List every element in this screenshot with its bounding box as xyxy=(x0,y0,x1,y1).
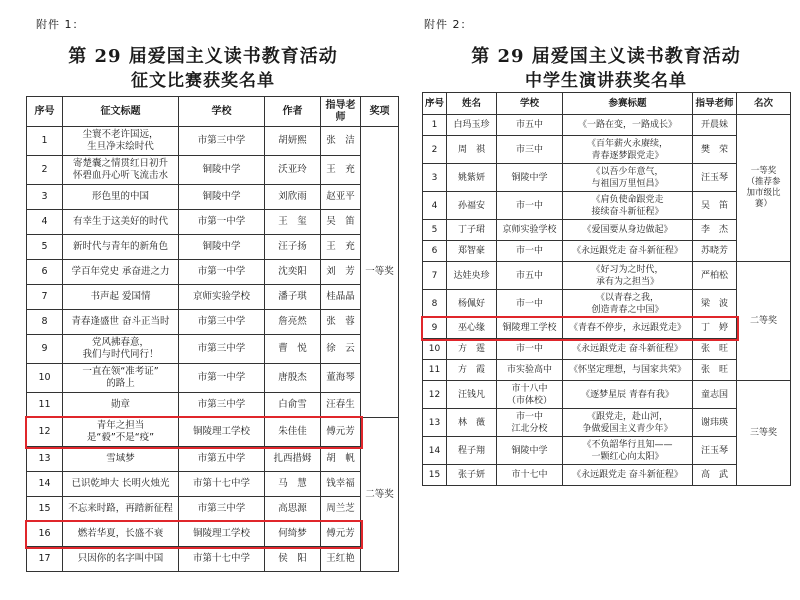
row-number: 9 xyxy=(27,335,63,364)
essay-title: 青年之担当 是“毅”不是“疫” xyxy=(63,418,179,447)
row-number: 4 xyxy=(423,192,447,220)
school-name: 铜陵中学 xyxy=(179,235,265,260)
teacher-name: 汪玉琴 xyxy=(693,164,737,192)
row-number: 7 xyxy=(27,285,63,310)
row-number: 16 xyxy=(27,522,63,547)
col-header-no: 序号 xyxy=(27,97,63,127)
speech-title: 《跟党走，赴山河， 争做爱国主义青少年》 xyxy=(563,409,693,437)
speech-title: 《永远跟党走 奋斗新征程》 xyxy=(563,241,693,262)
school-name: 铜陵理工学校 xyxy=(179,418,265,447)
table-row xyxy=(27,547,399,572)
student-name: 杨佩好 xyxy=(447,290,497,318)
teacher-name: 张 旺 xyxy=(693,360,737,381)
author-name: 王 玺 xyxy=(265,210,321,235)
table-row xyxy=(27,393,399,418)
teacher-name: 谢玮瑛 xyxy=(693,409,737,437)
row-number: 11 xyxy=(27,393,63,418)
essay-title: 雪域梦 xyxy=(63,447,179,472)
row-number: 6 xyxy=(27,260,63,285)
row-number: 11 xyxy=(423,360,447,381)
teacher-name: 刘 芳 xyxy=(321,260,361,285)
teacher-name: 汪春生 xyxy=(321,393,361,418)
row-number: 5 xyxy=(27,235,63,260)
author-name: 高思源 xyxy=(265,497,321,522)
row-number: 13 xyxy=(27,447,63,472)
row-number: 5 xyxy=(423,220,447,241)
school-name: 铜陵理工学校 xyxy=(497,318,563,339)
teacher-name: 吴 笛 xyxy=(693,192,737,220)
teacher-name: 张 旺 xyxy=(693,339,737,360)
school-name: 市第十七中学 xyxy=(179,547,265,572)
row-number: 14 xyxy=(27,472,63,497)
table-row xyxy=(27,235,399,260)
teacher-name: 李 杰 xyxy=(693,220,737,241)
school-name: 铜陵中学 xyxy=(179,156,265,185)
teacher-name: 高 武 xyxy=(693,465,737,486)
school-name: 市五中 xyxy=(497,115,563,136)
school-name: 市第一中学 xyxy=(179,364,265,393)
teacher-name: 赵亚平 xyxy=(321,185,361,210)
table-row xyxy=(423,290,791,318)
school-name: 市实验高中 xyxy=(497,360,563,381)
speech-title: 《百年薪火永赓续， 青春逐梦跟党走》 xyxy=(563,136,693,164)
author-name: 詹亮然 xyxy=(265,310,321,335)
speech-awards-table xyxy=(422,92,791,486)
speech-title: 《青春不停步，永远跟党走》 xyxy=(563,318,693,339)
essay-title: 学百年党史 承奋进之力 xyxy=(63,260,179,285)
table-row xyxy=(27,285,399,310)
essay-title: 寄楚囊之情贯红日初升 怀碧血丹心听飞流击水 xyxy=(63,156,179,185)
speech-title: 《爱国要从身边做起》 xyxy=(563,220,693,241)
col-header-school: 学校 xyxy=(179,97,265,127)
speech-title: 《永远跟党走 奋斗新征程》 xyxy=(563,465,693,486)
essay-title: 尘寰不老许国远， 生旦净末绘时代 xyxy=(63,127,179,156)
author-name: 刘欣雨 xyxy=(265,185,321,210)
author-name: 马 慧 xyxy=(265,472,321,497)
row-number: 10 xyxy=(27,364,63,393)
row-number: 12 xyxy=(423,381,447,409)
teacher-name: 张 蓉 xyxy=(321,310,361,335)
row-number: 2 xyxy=(423,136,447,164)
school-name: 市五中 xyxy=(497,262,563,290)
award-second-prize: 二等奖 xyxy=(361,418,399,572)
attachment-1-label: 附件 1： xyxy=(36,18,85,31)
school-name: 市一中 xyxy=(497,241,563,262)
table-row xyxy=(27,447,399,472)
student-name: 郑智豪 xyxy=(447,241,497,262)
table-row xyxy=(27,185,399,210)
school-name: 京师实验学校 xyxy=(497,220,563,241)
table-row xyxy=(423,192,791,220)
student-name: 姚紫妍 xyxy=(447,164,497,192)
author-name: 汪子扬 xyxy=(265,235,321,260)
teacher-name: 胡 帆 xyxy=(321,447,361,472)
teacher-name: 桂晶晶 xyxy=(321,285,361,310)
student-name: 张子妍 xyxy=(447,465,497,486)
teacher-name: 樊 荣 xyxy=(693,136,737,164)
row-number: 12 xyxy=(27,418,63,447)
speech-title: 《好习为之时代， 承有为之担当》 xyxy=(563,262,693,290)
essay-title: 党风拂春意， 我们与时代同行！ xyxy=(63,335,179,364)
teacher-name: 张 洁 xyxy=(321,127,361,156)
teacher-name: 周兰芝 xyxy=(321,497,361,522)
speech-title: 《肩负使命跟党走 接续奋斗新征程》 xyxy=(563,192,693,220)
author-name: 沃亚玲 xyxy=(265,156,321,185)
school-name: 市第一中学 xyxy=(179,260,265,285)
row-number: 2 xyxy=(27,156,63,185)
col-header-school: 学校 xyxy=(497,93,563,115)
teacher-name: 傅元芳 xyxy=(321,522,361,547)
row-number: 8 xyxy=(423,290,447,318)
table-row xyxy=(423,241,791,262)
table-row xyxy=(423,339,791,360)
award-first-prize: 一等奖 （推荐参 加市级比 赛） xyxy=(737,115,791,262)
author-name: 潘子琪 xyxy=(265,285,321,310)
table-row xyxy=(423,136,791,164)
school-name: 铜陵中学 xyxy=(497,164,563,192)
student-name: 方 霞 xyxy=(447,360,497,381)
speech-title: 《怀坚定理想，与国家共荣》 xyxy=(563,360,693,381)
author-name: 侯 阳 xyxy=(265,547,321,572)
speech-title: 《不负韶华行且知—— 一颗红心向太阳》 xyxy=(563,437,693,465)
table-row xyxy=(423,164,791,192)
row-number: 14 xyxy=(423,437,447,465)
student-name: 林 薇 xyxy=(447,409,497,437)
essay-title: 只因你的名字叫中国 xyxy=(63,547,179,572)
award-third-prize: 三等奖 xyxy=(737,381,791,486)
student-name: 程子翔 xyxy=(447,437,497,465)
teacher-name: 苏晓芳 xyxy=(693,241,737,262)
student-name: 周 祺 xyxy=(447,136,497,164)
attachment-2-page xyxy=(418,6,794,480)
teacher-name: 梁 波 xyxy=(693,290,737,318)
award-first-prize: 一等奖 xyxy=(361,127,399,418)
essay-title: 勋章 xyxy=(63,393,179,418)
table-row xyxy=(423,437,791,465)
essay-title: 形色里的中国 xyxy=(63,185,179,210)
row-number: 1 xyxy=(423,115,447,136)
speech-title-line1: 第 29 届爱国主义读书教育活动 xyxy=(471,46,741,67)
essay-title-line1: 第 29 届爱国主义读书教育活动 xyxy=(68,46,338,67)
table-row xyxy=(27,310,399,335)
table-row xyxy=(27,335,399,364)
speech-title: 《永远跟党走 奋斗新征程》 xyxy=(563,339,693,360)
speech-title: 《以吾少年意气， 与祖国万里恒昌》 xyxy=(563,164,693,192)
table-row xyxy=(27,127,399,156)
teacher-name: 吴 笛 xyxy=(321,210,361,235)
school-name: 市十八中 （市体校） xyxy=(497,381,563,409)
teacher-name: 汪玉琴 xyxy=(693,437,737,465)
teacher-name: 徐 云 xyxy=(321,335,361,364)
teacher-name: 严柏松 xyxy=(693,262,737,290)
school-name: 市第一中学 xyxy=(179,210,265,235)
row-number: 3 xyxy=(423,164,447,192)
author-name: 何绮梦 xyxy=(265,522,321,547)
col-header-rank: 名次 xyxy=(737,93,791,115)
table-row xyxy=(423,409,791,437)
col-header-teacher: 指导老师 xyxy=(693,93,737,115)
table-row xyxy=(27,260,399,285)
student-name: 巫心缘 xyxy=(447,318,497,339)
row-number: 3 xyxy=(27,185,63,210)
row-number: 4 xyxy=(27,210,63,235)
author-name: 曹 悦 xyxy=(265,335,321,364)
row-number: 17 xyxy=(27,547,63,572)
teacher-name: 钱幸福 xyxy=(321,472,361,497)
row-number: 10 xyxy=(423,339,447,360)
school-name: 铜陵理工学校 xyxy=(179,522,265,547)
speech-title: 《逐梦星辰 青春有我》 xyxy=(563,381,693,409)
row-number: 6 xyxy=(423,241,447,262)
row-number: 9 xyxy=(423,318,447,339)
school-name: 市第三中学 xyxy=(179,497,265,522)
school-name: 市一中 江北分校 xyxy=(497,409,563,437)
table-row xyxy=(27,418,399,447)
school-name: 铜陵中学 xyxy=(497,437,563,465)
table-row xyxy=(423,381,791,409)
col-header-title: 参赛标题 xyxy=(563,93,693,115)
row-number: 13 xyxy=(423,409,447,437)
table-row xyxy=(423,220,791,241)
table-row xyxy=(27,364,399,393)
essay-title: 不忘来时路，再踏新征程 xyxy=(63,497,179,522)
author-name: 扎西措姆 xyxy=(265,447,321,472)
school-name: 市一中 xyxy=(497,192,563,220)
author-name: 胡妍熙 xyxy=(265,127,321,156)
row-number: 1 xyxy=(27,127,63,156)
table-row xyxy=(423,360,791,381)
col-header-title: 征文标题 xyxy=(63,97,179,127)
school-name: 市第十七中学 xyxy=(179,472,265,497)
col-header-award: 奖项 xyxy=(361,97,399,127)
school-name: 市十七中 xyxy=(497,465,563,486)
school-name: 市一中 xyxy=(497,290,563,318)
essay-title: 燃若华夏，长盛不衰 xyxy=(63,522,179,547)
school-name: 京师实验学校 xyxy=(179,285,265,310)
teacher-name: 王 充 xyxy=(321,156,361,185)
table-row xyxy=(423,318,791,339)
teacher-name: 董海琴 xyxy=(321,364,361,393)
col-header-name: 姓名 xyxy=(447,93,497,115)
teacher-name: 丁 婷 xyxy=(693,318,737,339)
attachment-1-page xyxy=(8,6,398,594)
col-header-teacher: 指导老师 xyxy=(321,97,361,127)
attachment-2-label: 附件 2： xyxy=(424,18,473,31)
award-second-prize: 二等奖 xyxy=(737,262,791,381)
row-number: 15 xyxy=(423,465,447,486)
teacher-name: 开晨妹 xyxy=(693,115,737,136)
teacher-name: 王 充 xyxy=(321,235,361,260)
essay-title: 已识乾坤大 长明火烛光 xyxy=(63,472,179,497)
essay-awards-table xyxy=(26,96,399,572)
table-row xyxy=(27,210,399,235)
col-header-author: 作者 xyxy=(265,97,321,127)
teacher-name: 王红艳 xyxy=(321,547,361,572)
teacher-name: 童志国 xyxy=(693,381,737,409)
table-row xyxy=(27,156,399,185)
essay-title: 有幸生于这美好的时代 xyxy=(63,210,179,235)
speech-title-line2: 中学生演讲获奖名单 xyxy=(525,71,687,91)
student-name: 方 霆 xyxy=(447,339,497,360)
student-name: 达娃央珍 xyxy=(447,262,497,290)
essay-title-line2: 征文比赛获奖名单 xyxy=(131,71,275,91)
school-name: 市第三中学 xyxy=(179,393,265,418)
student-name: 白玛玉珍 xyxy=(447,115,497,136)
student-name: 汪钱凡 xyxy=(447,381,497,409)
school-name: 市第三中学 xyxy=(179,335,265,364)
school-name: 市第三中学 xyxy=(179,127,265,156)
row-number: 7 xyxy=(423,262,447,290)
table-row xyxy=(423,115,791,136)
speech-title: 《一路在变，一路成长》 xyxy=(563,115,693,136)
row-number: 15 xyxy=(27,497,63,522)
table-row xyxy=(27,497,399,522)
table-row xyxy=(423,465,791,486)
school-name: 市三中 xyxy=(497,136,563,164)
table-row xyxy=(27,522,399,547)
school-name: 市第五中学 xyxy=(179,447,265,472)
row-number: 8 xyxy=(27,310,63,335)
author-name: 朱佳佳 xyxy=(265,418,321,447)
student-name: 丁子珺 xyxy=(447,220,497,241)
table-row xyxy=(423,262,791,290)
essay-title: 一直在领“准考证” 的路上 xyxy=(63,364,179,393)
student-name: 孙福安 xyxy=(447,192,497,220)
school-name: 市第三中学 xyxy=(179,310,265,335)
table-row xyxy=(27,472,399,497)
teacher-name: 傅元芳 xyxy=(321,418,361,447)
col-header-no: 序号 xyxy=(423,93,447,115)
school-name: 铜陵中学 xyxy=(179,185,265,210)
essay-title: 青春逢盛世 奋斗正当时 xyxy=(63,310,179,335)
author-name: 唐殷杰 xyxy=(265,364,321,393)
school-name: 市一中 xyxy=(497,339,563,360)
essay-title: 新时代与青年的新角色 xyxy=(63,235,179,260)
essay-title: 书声起 爱国情 xyxy=(63,285,179,310)
speech-title: 《以青春之我， 创造青春之中国》 xyxy=(563,290,693,318)
author-name: 沈奕阳 xyxy=(265,260,321,285)
author-name: 白俞雪 xyxy=(265,393,321,418)
